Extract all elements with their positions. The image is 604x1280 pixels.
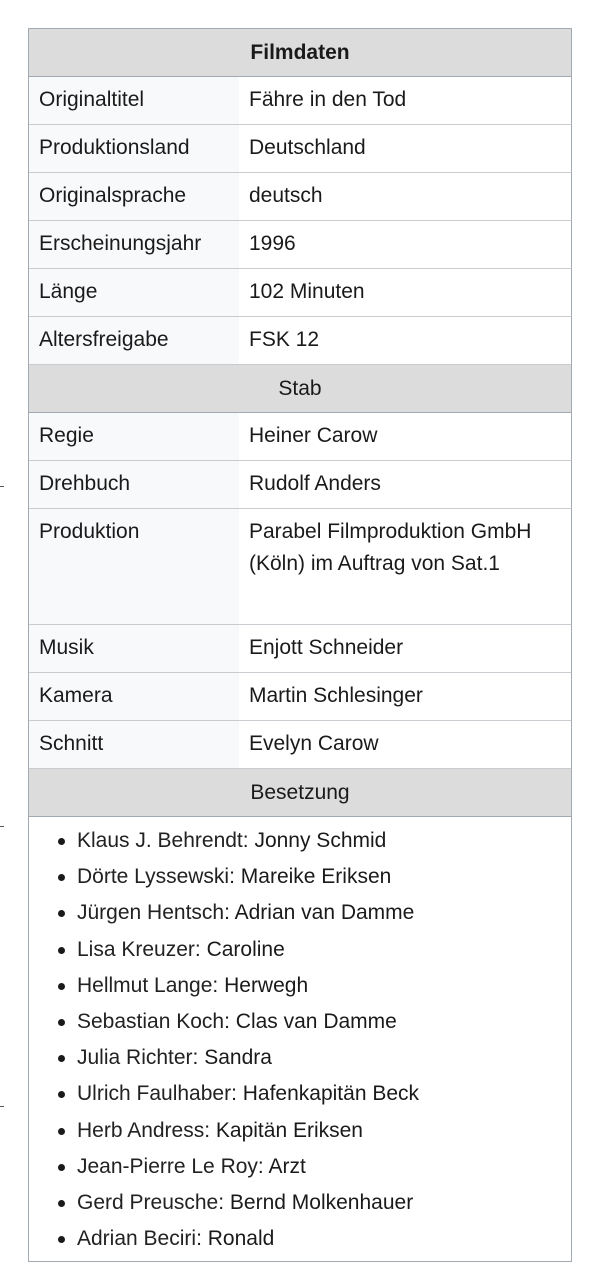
row-label: Länge [29,269,239,316]
actor-link[interactable]: Herb Andress [77,1118,205,1142]
list-item: Julia Richter: Sandra [77,1040,571,1076]
row-produktionsland [29,125,571,173]
row-label: Drehbuch [29,461,239,508]
list-item: Dörte Lyssewski: Mareike Eriksen [77,859,571,895]
bullet-icon [58,1055,65,1062]
row-musik [29,625,571,673]
section-header-besetzung: Besetzung [29,769,571,817]
role-name: Adrian van Damme [234,901,415,925]
row-label: Altersfreigabe [29,317,239,364]
actor-link[interactable]: Klaus J. Behrendt [77,829,243,852]
role-name: Clas van Damme [235,1010,397,1034]
row-produktion [29,509,571,625]
list-item: Sebastian Koch: Clas van Damme [77,1004,571,1040]
row-value: Fähre in den Tod [239,77,571,124]
bullet-icon [58,1200,65,1207]
row-originaltitel [29,77,571,125]
role-name: Hafenkapitän Beck [242,1082,420,1106]
row-drehbuch [29,461,571,509]
row-erscheinungsjahr [29,221,571,269]
row-value[interactable]: Enjott Schneider [239,625,571,672]
role-name: Mareike Eriksen [240,865,392,889]
row-label: Produktionsland [29,125,239,172]
bullet-icon [58,910,65,917]
list-item: Lisa Kreuzer: Caroline [77,932,571,968]
bullet-icon [58,947,65,954]
row-laenge [29,269,571,317]
bullet-icon [58,1019,65,1026]
role-name: Caroline [206,937,285,961]
row-value[interactable]: Heiner Carow [239,413,571,460]
row-value: Parabel Filmproduktion GmbH (Köln) im Auftrag von Sat.1 [239,509,571,624]
list-item: Jürgen Hentsch: Adrian van Damme [77,895,571,931]
row-value: Rudolf Anders [239,461,571,508]
list-item: Ulrich Faulhaber: Hafenkapitän Beck [77,1076,571,1112]
row-value[interactable]: Evelyn Carow [239,721,571,768]
list-item: Gerd Preusche: Bernd Molkenhauer [77,1185,571,1221]
list-item: Klaus J. Behrendt: Jonny Schmid [77,823,571,859]
actor-link[interactable]: Jean-Pierre Le Roy [77,1154,258,1178]
actor-link[interactable]: Adrian Beciri [77,1227,197,1251]
section-header-stab: Stab [29,365,571,413]
actor-link[interactable]: Julia Richter [77,1046,193,1070]
row-value[interactable]: FSK 12 [239,317,571,364]
role-name: Jonny Schmid [254,829,387,852]
actor-link[interactable]: Jürgen Hentsch [77,901,225,925]
bullet-icon [58,1091,65,1098]
row-value: Martin Schlesinger [239,673,571,720]
infobox-title: Filmdaten [29,29,571,77]
bullet-icon [58,1164,65,1171]
row-value[interactable]: Deutschland [239,125,571,172]
bullet-icon [58,1128,65,1135]
row-label: Musik [29,625,239,672]
row-label: Erscheinungsjahr [29,221,239,268]
film-infobox [28,28,572,1262]
list-item: Jean-Pierre Le Roy: Arzt [77,1149,571,1185]
row-label: Originaltitel [29,77,239,124]
row-kamera [29,673,571,721]
row-label: Regie [29,413,239,460]
actor-link[interactable]: Ulrich Faulhaber [77,1082,232,1106]
row-value: 102 Minuten [239,269,571,316]
list-item: Hellmut Lange: Herwegh [77,968,571,1004]
role-name: Arzt [268,1154,306,1178]
margin-tick [0,826,4,827]
role-name: Herwegh [224,973,309,997]
row-originalsprache [29,173,571,221]
row-label: Schnitt [29,721,239,768]
role-name: Ronald [207,1227,275,1251]
role-name: Kapitän Eriksen [215,1118,363,1142]
list-item: Adrian Beciri: Ronald [77,1221,571,1257]
role-name: Sandra [204,1046,272,1070]
actor-link[interactable]: Sebastian Koch [77,1010,225,1034]
actor-link[interactable]: Hellmut Lange [77,973,213,997]
margin-tick [0,486,4,487]
row-schnitt [29,721,571,769]
row-regie [29,413,571,461]
list-item: Herb Andress: Kapitän Eriksen [77,1113,571,1149]
actor-link[interactable]: Lisa Kreuzer [77,937,195,961]
row-label: Originalsprache [29,173,239,220]
bullet-icon [58,1236,65,1243]
row-label: Kamera [29,673,239,720]
role-name: Bernd Molkenhauer [229,1191,414,1215]
row-value[interactable]: 1996 [239,221,571,268]
actor-link[interactable]: Gerd Preusche [77,1191,219,1215]
cast-list [29,817,571,1261]
row-label: Produktion [29,509,239,624]
bullet-icon [58,983,65,990]
margin-tick [0,1106,4,1107]
row-value: deutsch [239,173,571,220]
bullet-icon [58,874,65,881]
row-altersfreigabe [29,317,571,365]
actor-link[interactable]: Dörte Lyssewski [77,865,230,889]
bullet-icon [58,838,65,845]
